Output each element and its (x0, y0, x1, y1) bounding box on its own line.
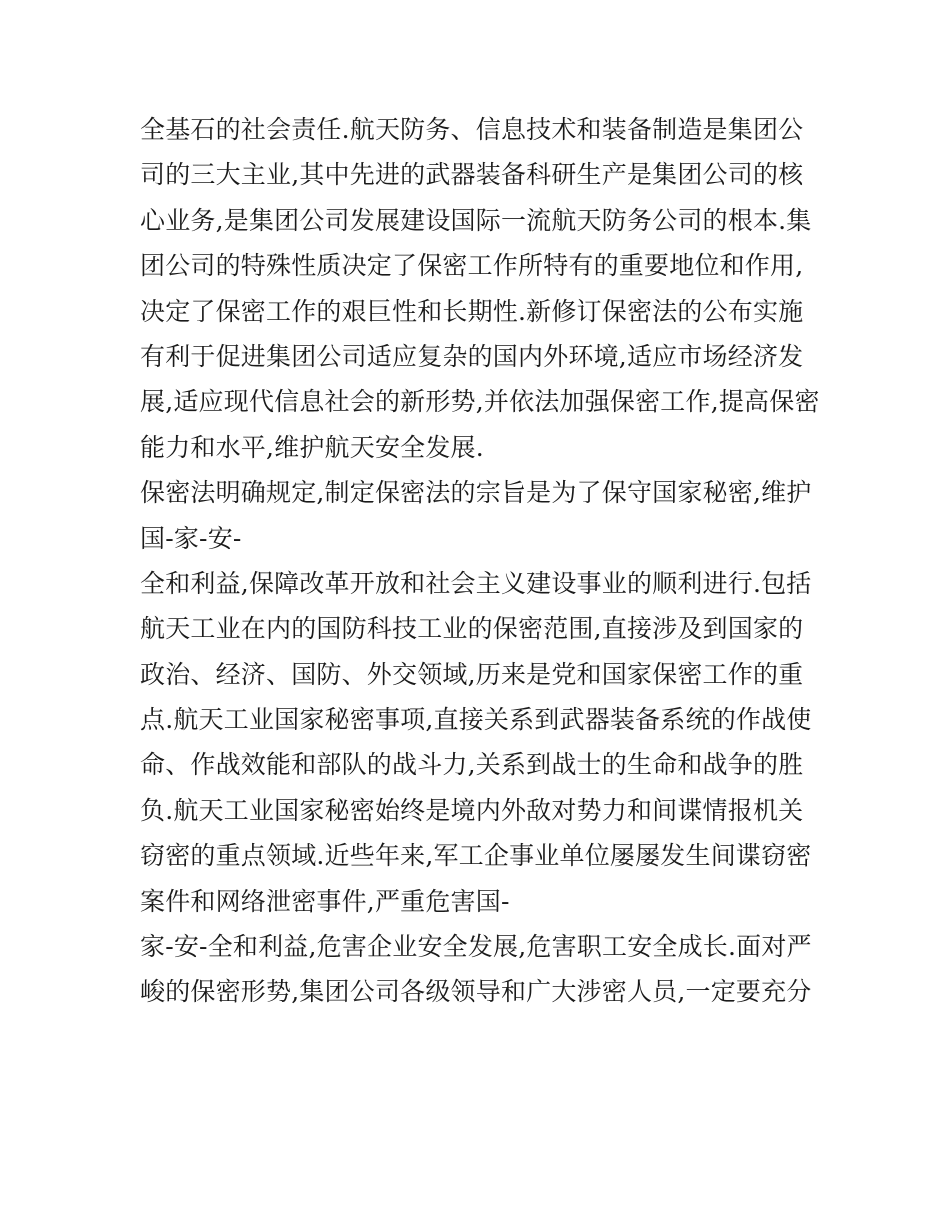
text-line: 窃密的重点领域.近些年来,军工企事业单位屡屡发生间谍窃密 (140, 841, 812, 871)
body-text (140, 107, 820, 1015)
text-line: 全基石的社会责任.航天防务、信息技术和装备制造是集团公 (140, 115, 804, 144)
text-line: 展,适应现代信息社会的新形势,并依法加强保密工作,提高保密 (140, 387, 820, 417)
text-line: 政治、经济、国防、外交领域,历来是党和国家保密工作的重 (140, 659, 804, 689)
text-line: 负.航天工业国家秘密始终是境内外敌对势力和间谍情报机关 (140, 795, 804, 825)
text-line: 保密法明确规定,制定保密法的宗旨是为了保守国家秘密,维护 (140, 478, 812, 508)
text-line: 全和利益,保障改革开放和社会主义建设事业的顺利进行.包括 (140, 568, 812, 598)
text-line: 案件和网络泄密事件,严重危害国- (140, 886, 510, 916)
text-line: 航天工业在内的国防科技工业的保密范围,直接涉及到国家的 (140, 614, 804, 644)
text-line: 峻的保密形势,集团公司各级领导和广大涉密人员,一定要充分 (140, 977, 812, 1007)
text-line: 心业务,是集团公司发展建设国际一流航天防务公司的根本.集 (140, 205, 812, 235)
text-line: 有利于促进集团公司适应复杂的国内外环境,适应市场经济发 (140, 341, 804, 371)
text-line: 命、作战效能和部队的战斗力,关系到战士的生命和战争的胜 (140, 750, 804, 780)
text-line: 国-家-安- (140, 523, 242, 553)
text-line: 司的三大主业,其中先进的武器装备科研生产是集团公司的核 (140, 160, 804, 190)
text-line: 团公司的特殊性质决定了保密工作所特有的重要地位和作用, (140, 251, 804, 281)
text-line: 家-安-全和利益,危害企业安全发展,危害职工安全成长.面对严 (140, 932, 812, 962)
text-line: 决定了保密工作的艰巨性和长期性.新修订保密法的公布实施 (140, 296, 804, 326)
text-line: 能力和水平,维护航天安全发展. (140, 432, 484, 462)
text-line: 点.航天工业国家秘密事项,直接关系到武器装备系统的作战使 (140, 705, 812, 735)
